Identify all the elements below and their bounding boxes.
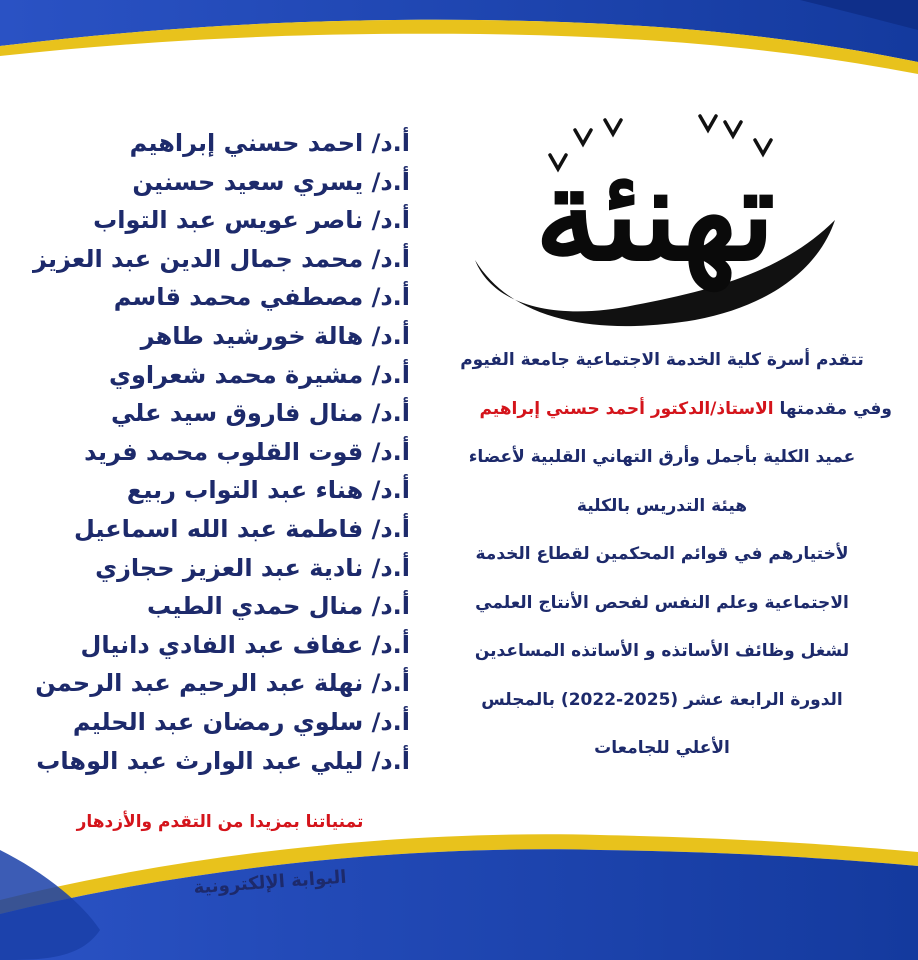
body-line-2-prefix: وفي مقدمتها (779, 398, 892, 419)
title-calligraphy (455, 100, 855, 330)
name-item: أ.د/ منال حمدي الطيب (146, 592, 410, 621)
name-item: أ.د/ سلوي رمضان عبد الحليم (72, 707, 410, 736)
body-line-7: لشغل وظائف الأساتذه و الأساتذه المساعدين (474, 641, 850, 661)
body-line-8: الدورة الرابعة عشر (2025-2022) بالمجلس (481, 689, 843, 710)
dean-name-highlight: الاستاذ/الدكتور أحمد حسني إبراهيم (479, 398, 774, 419)
body-line-5: لأختيارهم في قوائم المحكمين لقطاع الخدمة (475, 544, 849, 564)
name-item: أ.د/ نادية عبد العزيز حجازي (95, 553, 410, 582)
wishes-line: تمنياتنا بمزيدا من التقدم والأزدهار (76, 812, 364, 832)
names-list (30, 124, 410, 780)
name-item: أ.د/ هالة خورشيد طاهر (140, 321, 410, 350)
portal-signature: البوابة الإلكترونية (192, 866, 348, 899)
body-line-3: عميد الكلية بأجمل وأرق التهاني القلبية لأعضاء (468, 447, 856, 467)
name-item: أ.د/ يسري سعيد حسنين (132, 167, 410, 196)
name-item: أ.د/ ناصر عويس عبد التواب (93, 206, 410, 235)
name-item: أ.د/ ليلي عبد الوارث عبد الوهاب (36, 746, 410, 775)
body-line-6: الاجتماعية وعلم النفس لفحص الأنتاج العلمي (475, 592, 849, 613)
name-item: أ.د/ مصطفي محمد قاسم (113, 283, 410, 312)
name-item: أ.د/ احمد حسني إبراهيم (129, 129, 410, 157)
title-text: تهنئة (534, 140, 776, 290)
name-item: أ.د/ فاطمة عبد الله اسماعيل (73, 514, 410, 543)
body-line-9: الأعلي للجامعات (594, 738, 730, 758)
name-item: أ.د/ عفاف عبد الفادي دانيال (80, 630, 410, 659)
congratulation-body (432, 336, 892, 773)
name-item: أ.د/ مشيرة محمد شعراوي (109, 360, 410, 389)
name-item: أ.د/ منال فاروق سيد علي (111, 399, 410, 428)
bottom-blue-band (0, 849, 918, 960)
name-item: أ.د/ هناء عبد التواب ربيع (126, 476, 410, 505)
body-line-1: تتقدم أسرة كلية الخدمة الاجتماعية جامعة الفيوم (460, 350, 864, 370)
body-line-2 (432, 385, 892, 434)
name-item: أ.د/ قوت القلوب محمد فريد (84, 437, 410, 466)
body-line-4: هيئة التدريس بالكلية (576, 495, 748, 516)
name-item: أ.د/ نهلة عبد الرحيم عبد الرحمن (35, 669, 410, 698)
name-item: أ.د/ محمد جمال الدين عبد العزيز (33, 244, 410, 273)
